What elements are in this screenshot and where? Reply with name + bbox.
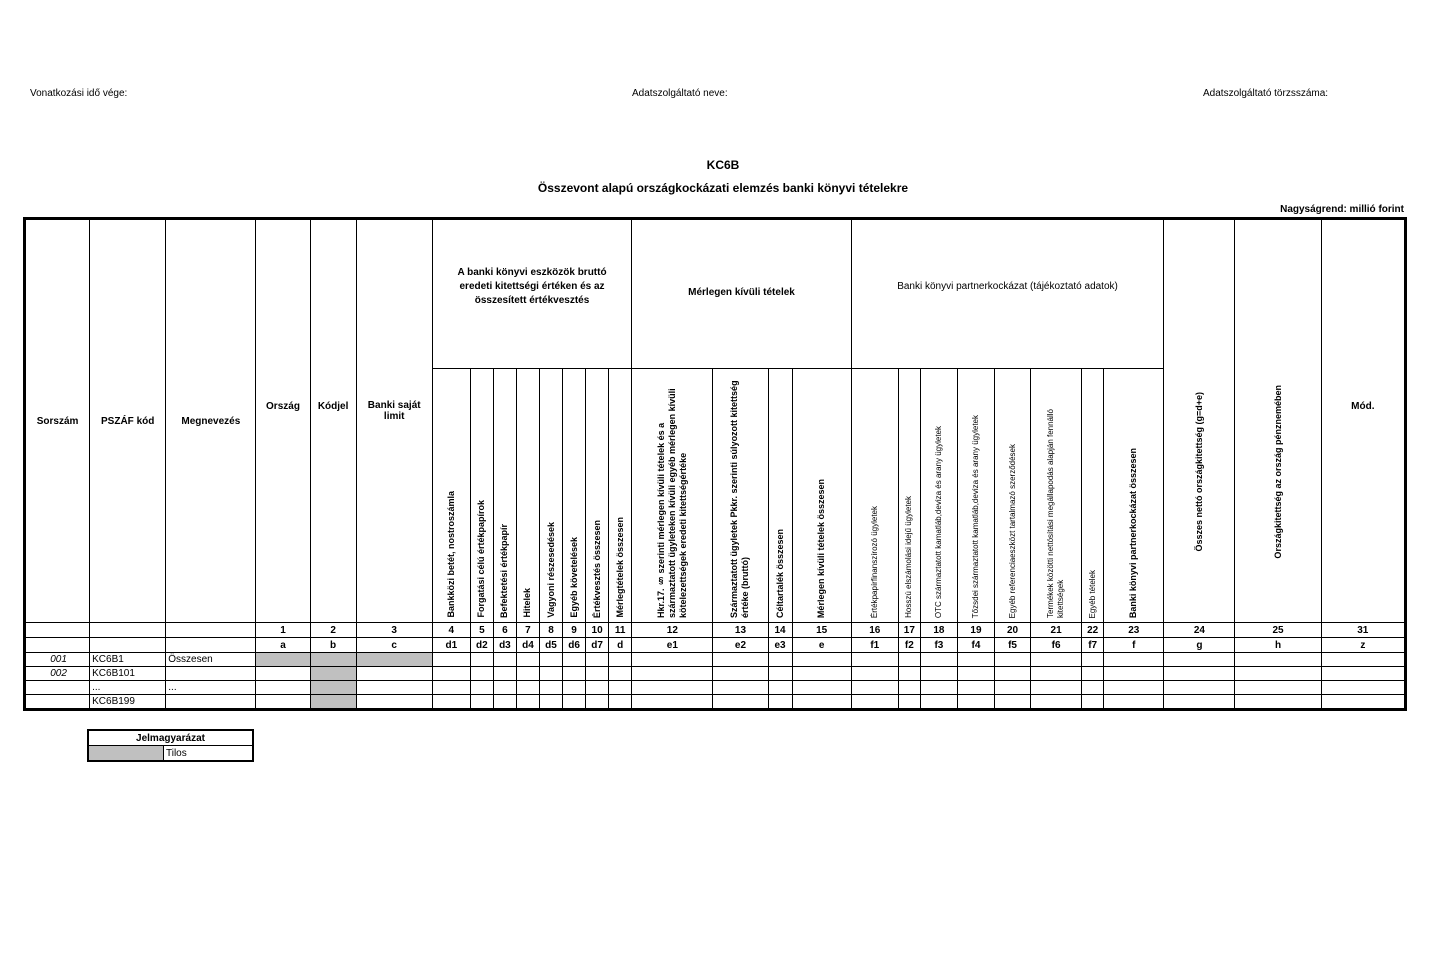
column-number-b: 2 (310, 623, 356, 638)
row-cell-e1[interactable] (632, 653, 713, 667)
row-cell-g[interactable] (1164, 681, 1235, 695)
column-number-d2: 5 (470, 623, 493, 638)
column-letter-row (25, 638, 1406, 653)
column-letter-f3: f3 (920, 638, 957, 653)
row-cell-f3[interactable] (920, 667, 957, 681)
row-cell-e[interactable] (792, 653, 851, 667)
row-cell-d2[interactable] (470, 667, 493, 681)
row-cell-f7[interactable] (1082, 681, 1104, 695)
column-number-f1: 16 (851, 623, 898, 638)
column-number-f: 23 (1104, 623, 1164, 638)
column-number-f6: 21 (1031, 623, 1082, 638)
row-cell-a[interactable] (256, 695, 310, 710)
row-cell-f1[interactable] (851, 695, 898, 710)
row-cell-e[interactable] (792, 695, 851, 710)
row-cell-e1[interactable] (632, 667, 713, 681)
row-cell-f[interactable] (1104, 667, 1164, 681)
row-cell-e2[interactable] (713, 667, 768, 681)
column-letter-d5: d5 (539, 638, 562, 653)
row-cell-d4[interactable] (516, 653, 539, 667)
row-cell-b (310, 681, 356, 695)
row-cell-d[interactable] (609, 653, 632, 667)
row-cell-f2[interactable] (898, 681, 920, 695)
row-cell-f4[interactable] (957, 667, 994, 681)
column-letter-d2: d2 (470, 638, 493, 653)
row-cell-c (356, 653, 432, 667)
column-letter-f: f (1104, 638, 1164, 653)
legend-table (87, 729, 254, 762)
row-cell-f4[interactable] (957, 681, 994, 695)
column-number-e1: 12 (632, 623, 713, 638)
column-letter-d6: d6 (563, 638, 586, 653)
row-cell-b (310, 667, 356, 681)
header-group-f: Banki könyvi partnerkockázat (tájékoztató adatok) (851, 219, 1164, 369)
report-table (23, 217, 1407, 711)
header-pszaf-kod: PSZÁF kód (90, 219, 166, 623)
column-letter-c: c (356, 638, 432, 653)
header-f3: OTC származtatott kamatláb,deviza és arany ügyletek (920, 369, 957, 623)
row-cell-z[interactable] (1321, 653, 1405, 667)
row-cell-e2[interactable] (713, 653, 768, 667)
header-limit: Banki saját limit (356, 219, 432, 623)
header-group-d: A banki könyvi eszközök bruttó eredeti kitettségi értéken és az összesített értékvesztés (432, 219, 632, 369)
column-letter-g: g (1164, 638, 1235, 653)
column-letter-f5: f5 (994, 638, 1030, 653)
column-letter-f7: f7 (1082, 638, 1104, 653)
row-cell-z[interactable] (1321, 667, 1405, 681)
row-cell-f3[interactable] (920, 681, 957, 695)
row-cell-d1[interactable] (432, 695, 470, 710)
row-cell-f1[interactable] (851, 653, 898, 667)
header-kodjel: Kódjel (310, 219, 356, 623)
column-number-f3: 18 (920, 623, 957, 638)
row-cell-f7[interactable] (1082, 653, 1104, 667)
row-cell-f[interactable] (1104, 695, 1164, 710)
table-row (25, 681, 1406, 695)
column-letter-f6: f6 (1031, 638, 1082, 653)
row-cell-c[interactable] (356, 695, 432, 710)
row-cell-f4[interactable] (957, 653, 994, 667)
row-cell-g[interactable] (1164, 667, 1235, 681)
legend-tilos-label: Tilos (164, 746, 254, 762)
column-number-d7: 10 (586, 623, 609, 638)
row-cell-d4[interactable] (516, 695, 539, 710)
column-number-d1: 4 (432, 623, 470, 638)
row-megnevezes (166, 667, 256, 681)
row-cell-d6[interactable] (563, 681, 586, 695)
row-sorszam (25, 695, 90, 710)
row-cell-e1[interactable] (632, 681, 713, 695)
column-number-h: 25 (1235, 623, 1321, 638)
form-title: Összevont alapú országkockázati elemzés banki könyvi tételekre (537, 181, 909, 195)
row-cell-a (256, 653, 310, 667)
row-cell-d5[interactable] (539, 681, 562, 695)
row-pszaf-kod: KC6B1 (90, 653, 166, 667)
row-cell-b (310, 695, 356, 710)
header-f: Banki könyvi partnerkockázat összesen (1104, 369, 1164, 623)
column-letter-d3: d3 (493, 638, 516, 653)
provider-name-label: Adatszolgáltató neve: (632, 88, 728, 99)
table-row (25, 667, 1406, 681)
column-number-a: 1 (256, 623, 310, 638)
row-cell-d6[interactable] (563, 667, 586, 681)
row-cell-d[interactable] (609, 667, 632, 681)
row-cell-d1[interactable] (432, 681, 470, 695)
row-megnevezes: Összesen (166, 653, 256, 667)
header-e: Mérlegen kívüli tételek összesen (792, 369, 851, 623)
legend-title: Jelmagyarázat (88, 730, 253, 746)
row-cell-d2[interactable] (470, 681, 493, 695)
row-cell-f5[interactable] (994, 653, 1030, 667)
table-row (25, 653, 1406, 667)
header-f6: Termékek közötti nettósítási megállapodás alapján fennálló kitettségek (1031, 369, 1082, 623)
column-number-f2: 17 (898, 623, 920, 638)
header-f2: Hosszú elszámolási idejű ügyletek (898, 369, 920, 623)
row-cell-d5[interactable] (539, 695, 562, 710)
provider-id-label: Adatszolgáltató törzsszáma: (1203, 88, 1329, 99)
header-e2: Származtatott ügyletek Pkkr. szerinti súlyozott kitettség értéke (bruttó) (713, 369, 768, 623)
row-cell-d5[interactable] (539, 667, 562, 681)
row-cell-f2[interactable] (898, 695, 920, 710)
header-d1: Bankközi betét, nostroszámla (432, 369, 470, 623)
row-cell-d4[interactable] (516, 667, 539, 681)
row-cell-d3[interactable] (493, 695, 516, 710)
header-d4: Hitelek (516, 369, 539, 623)
row-cell-d6[interactable] (563, 695, 586, 710)
row-cell-f5[interactable] (994, 681, 1030, 695)
column-letter-d: d (609, 638, 632, 653)
header-e3: Céltartalék összesen (768, 369, 792, 623)
row-cell-f2[interactable] (898, 653, 920, 667)
row-cell-e[interactable] (792, 667, 851, 681)
column-letter-z: z (1321, 638, 1405, 653)
row-cell-f7[interactable] (1082, 667, 1104, 681)
row-cell-e2[interactable] (713, 681, 768, 695)
legend-gray-swatch (88, 746, 164, 762)
row-cell-a[interactable] (256, 681, 310, 695)
row-pszaf-kod: ... (90, 681, 166, 695)
row-cell-c[interactable] (356, 681, 432, 695)
row-sorszam (25, 681, 90, 695)
column-number-d3: 6 (493, 623, 516, 638)
form-code: KC6B (706, 158, 740, 172)
row-cell-d[interactable] (609, 695, 632, 710)
row-cell-f5[interactable] (994, 695, 1030, 710)
row-sorszam: 002 (25, 667, 90, 681)
row-cell-f[interactable] (1104, 653, 1164, 667)
row-cell-a[interactable] (256, 667, 310, 681)
row-cell-d1[interactable] (432, 667, 470, 681)
header-megnevezes: Megnevezés (166, 219, 256, 623)
header-h: Országkitettség az ország pénznemében (1235, 219, 1321, 623)
row-cell-h[interactable] (1235, 667, 1321, 681)
row-cell-e3[interactable] (768, 653, 792, 667)
row-cell-d4[interactable] (516, 681, 539, 695)
row-cell-d5[interactable] (539, 653, 562, 667)
row-cell-d3[interactable] (493, 667, 516, 681)
row-cell-d7[interactable] (586, 653, 609, 667)
header-d5: Vagyoni részesedések (539, 369, 562, 623)
row-cell-d2[interactable] (470, 695, 493, 710)
column-letter-f2: f2 (898, 638, 920, 653)
row-cell-h[interactable] (1235, 681, 1321, 695)
row-cell-e1[interactable] (632, 695, 713, 710)
row-pszaf-kod: KC6B199 (90, 695, 166, 710)
column-number-e: 15 (792, 623, 851, 638)
column-number-z: 31 (1321, 623, 1405, 638)
header-orszag: Ország (256, 219, 310, 623)
column-number-d5: 8 (539, 623, 562, 638)
column-number-f4: 19 (957, 623, 994, 638)
header-d: Mérlegtételek összesen (609, 369, 632, 623)
header-mod: Mód. (1321, 219, 1405, 623)
unit-label: Nagyságrend: millió forint (1280, 204, 1404, 215)
column-letter-b: b (310, 638, 356, 653)
row-pszaf-kod: KC6B101 (90, 667, 166, 681)
row-megnevezes (166, 695, 256, 710)
row-cell-f6[interactable] (1031, 653, 1082, 667)
column-letter-e: e (792, 638, 851, 653)
header-e1: Hkr.17. § szerinti mérlegen kívüli tételek és a származtatott ügyleteken kívüli egyéb mérlegen kívüli kötelezettségek eredeti kitettségértéke (632, 369, 713, 623)
ref-period-label: Vonatkozási idő vége: (30, 88, 128, 99)
header-f5: Egyéb referenciaeszközt tartalmazó szerződések (994, 369, 1030, 623)
column-letter-d4: d4 (516, 638, 539, 653)
row-cell-e3[interactable] (768, 695, 792, 710)
column-number-g: 24 (1164, 623, 1235, 638)
row-cell-c[interactable] (356, 667, 432, 681)
row-cell-f6[interactable] (1031, 695, 1082, 710)
column-letter-a: a (256, 638, 310, 653)
row-cell-f[interactable] (1104, 681, 1164, 695)
column-number-d: 11 (609, 623, 632, 638)
row-cell-h[interactable] (1235, 695, 1321, 710)
header-d3: Befektetési értékpapír (493, 369, 516, 623)
column-number-e3: 14 (768, 623, 792, 638)
row-cell-f3[interactable] (920, 695, 957, 710)
row-cell-f1[interactable] (851, 667, 898, 681)
header-g: Összes nettó országkitettség (g=d+e) (1164, 219, 1235, 623)
column-letter-f4: f4 (957, 638, 994, 653)
column-number-d6: 9 (563, 623, 586, 638)
row-cell-d2[interactable] (470, 653, 493, 667)
row-cell-f4[interactable] (957, 695, 994, 710)
row-cell-d3[interactable] (493, 653, 516, 667)
row-cell-d1[interactable] (432, 653, 470, 667)
header-sorszam: Sorszám (25, 219, 90, 623)
row-cell-d7[interactable] (586, 695, 609, 710)
row-cell-f5[interactable] (994, 667, 1030, 681)
column-letter-e2: e2 (713, 638, 768, 653)
header-f1: Értékpapírfinanszírozó ügyletek (851, 369, 898, 623)
column-number-f7: 22 (1082, 623, 1104, 638)
row-cell-e[interactable] (792, 681, 851, 695)
row-cell-d7[interactable] (586, 667, 609, 681)
row-cell-f3[interactable] (920, 653, 957, 667)
row-cell-d3[interactable] (493, 681, 516, 695)
row-cell-d[interactable] (609, 681, 632, 695)
table-row (25, 695, 1406, 710)
row-cell-f6[interactable] (1031, 681, 1082, 695)
column-number-row (25, 623, 1406, 638)
row-cell-e3[interactable] (768, 667, 792, 681)
header-d7: Értékvesztés összesen (586, 369, 609, 623)
row-cell-b (310, 653, 356, 667)
column-letter-d1: d1 (432, 638, 470, 653)
column-letter-f1: f1 (851, 638, 898, 653)
column-letter-e3: e3 (768, 638, 792, 653)
header-f7: Egyéb tételek (1082, 369, 1104, 623)
header-f4: Tőzsdei származtatott kamatláb,deviza és arany ügyletek (957, 369, 994, 623)
column-number-d4: 7 (516, 623, 539, 638)
row-sorszam: 001 (25, 653, 90, 667)
column-number-f5: 20 (994, 623, 1030, 638)
column-letter-e1: e1 (632, 638, 713, 653)
row-cell-d7[interactable] (586, 681, 609, 695)
column-number-e2: 13 (713, 623, 768, 638)
header-group-e: Mérlegen kívüli tételek (632, 219, 851, 369)
row-cell-f1[interactable] (851, 681, 898, 695)
row-cell-h[interactable] (1235, 653, 1321, 667)
row-cell-f7[interactable] (1082, 695, 1104, 710)
row-cell-f6[interactable] (1031, 667, 1082, 681)
row-cell-z[interactable] (1321, 695, 1405, 710)
column-letter-h: h (1235, 638, 1321, 653)
row-cell-z[interactable] (1321, 681, 1405, 695)
row-cell-e2[interactable] (713, 695, 768, 710)
column-letter-d7: d7 (586, 638, 609, 653)
header-d6: Egyéb követelések (563, 369, 586, 623)
column-number-c: 3 (356, 623, 432, 638)
header-d2: Forgatási célú értékpapírok (470, 369, 493, 623)
row-cell-f2[interactable] (898, 667, 920, 681)
row-cell-g[interactable] (1164, 653, 1235, 667)
row-cell-d6[interactable] (563, 653, 586, 667)
row-cell-e3[interactable] (768, 681, 792, 695)
row-cell-g[interactable] (1164, 695, 1235, 710)
row-megnevezes: ... (166, 681, 256, 695)
